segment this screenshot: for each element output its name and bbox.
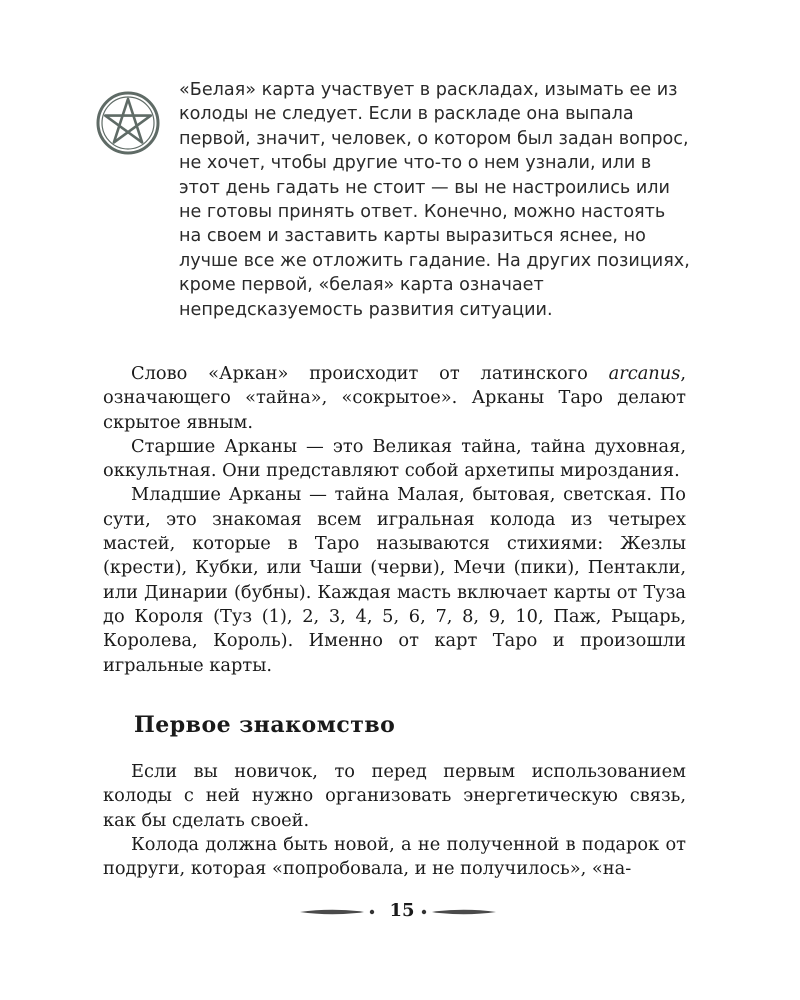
paragraph-major-arcana: Старшие Арканы — это Великая тайна, тайна духовная, оккультная. Они представляют собой архетипы мироздания. (103, 435, 686, 482)
section-text (103, 760, 686, 881)
sidebar-note (95, 78, 695, 348)
pentagram-icon (95, 90, 161, 156)
latin-term: arcanus (608, 363, 681, 384)
paragraph-text: Слово «Аркан» происходит от латинского (131, 363, 609, 384)
page-footer (298, 898, 498, 926)
paragraph-text: , означающего «тайна», «сокрытое». Арканы Таро делают скрытое явным. (103, 363, 686, 433)
paragraph-arcana-origin (103, 362, 686, 435)
page-number: 15 (389, 900, 415, 921)
paragraph-newcomer: Если вы новичок, то перед первым использованием колоды с ней нужно организовать энергетическую связь, как бы сделать своей. (103, 761, 686, 831)
paragraph-new-deck: Колода должна быть новой, а не полученной в подарок от подруги, которая «попробовала, и не получилось», «на- (103, 833, 686, 880)
section-heading: Первое знакомство (134, 712, 396, 738)
note-paragraph: «Белая» карта участвует в раскладах, изымать ее из колоды не следует. Если в раскладе она выпала первой, значит, человек, о котором был задан вопрос, не хочет, чтобы другие что-то о нем узнали, или в этот день гадать не стоит — вы не настроились или не готовы принять ответ. Конечно, можно настоять на своем и заставить карты выразиться яснее, но лучше все же отложить гадание. На других позициях, кроме первой, «белая» карта означает непредсказуемость развития ситуации. (179, 80, 690, 320)
paragraph-minor-arcana: Младшие Арканы — тайна Малая, бытовая, светская. По сути, это знакомая всем игральная колода из четырех мастей, которые в Таро называются стихиями: Жезлы (крести), Кубки, или Чаши (черви), Мечи (пики), Пентакли, или Динарии (бубны). Каждая масть включает карты от Туза до Короля (Туз (1), 2, 3, 4, 5, 6, 7, 8, 9, 10, Паж, Рыцарь, Королева, Король). Именно от карт Таро и произошли игральные карты. (103, 484, 686, 676)
note-text (179, 78, 691, 322)
main-text (103, 362, 686, 678)
